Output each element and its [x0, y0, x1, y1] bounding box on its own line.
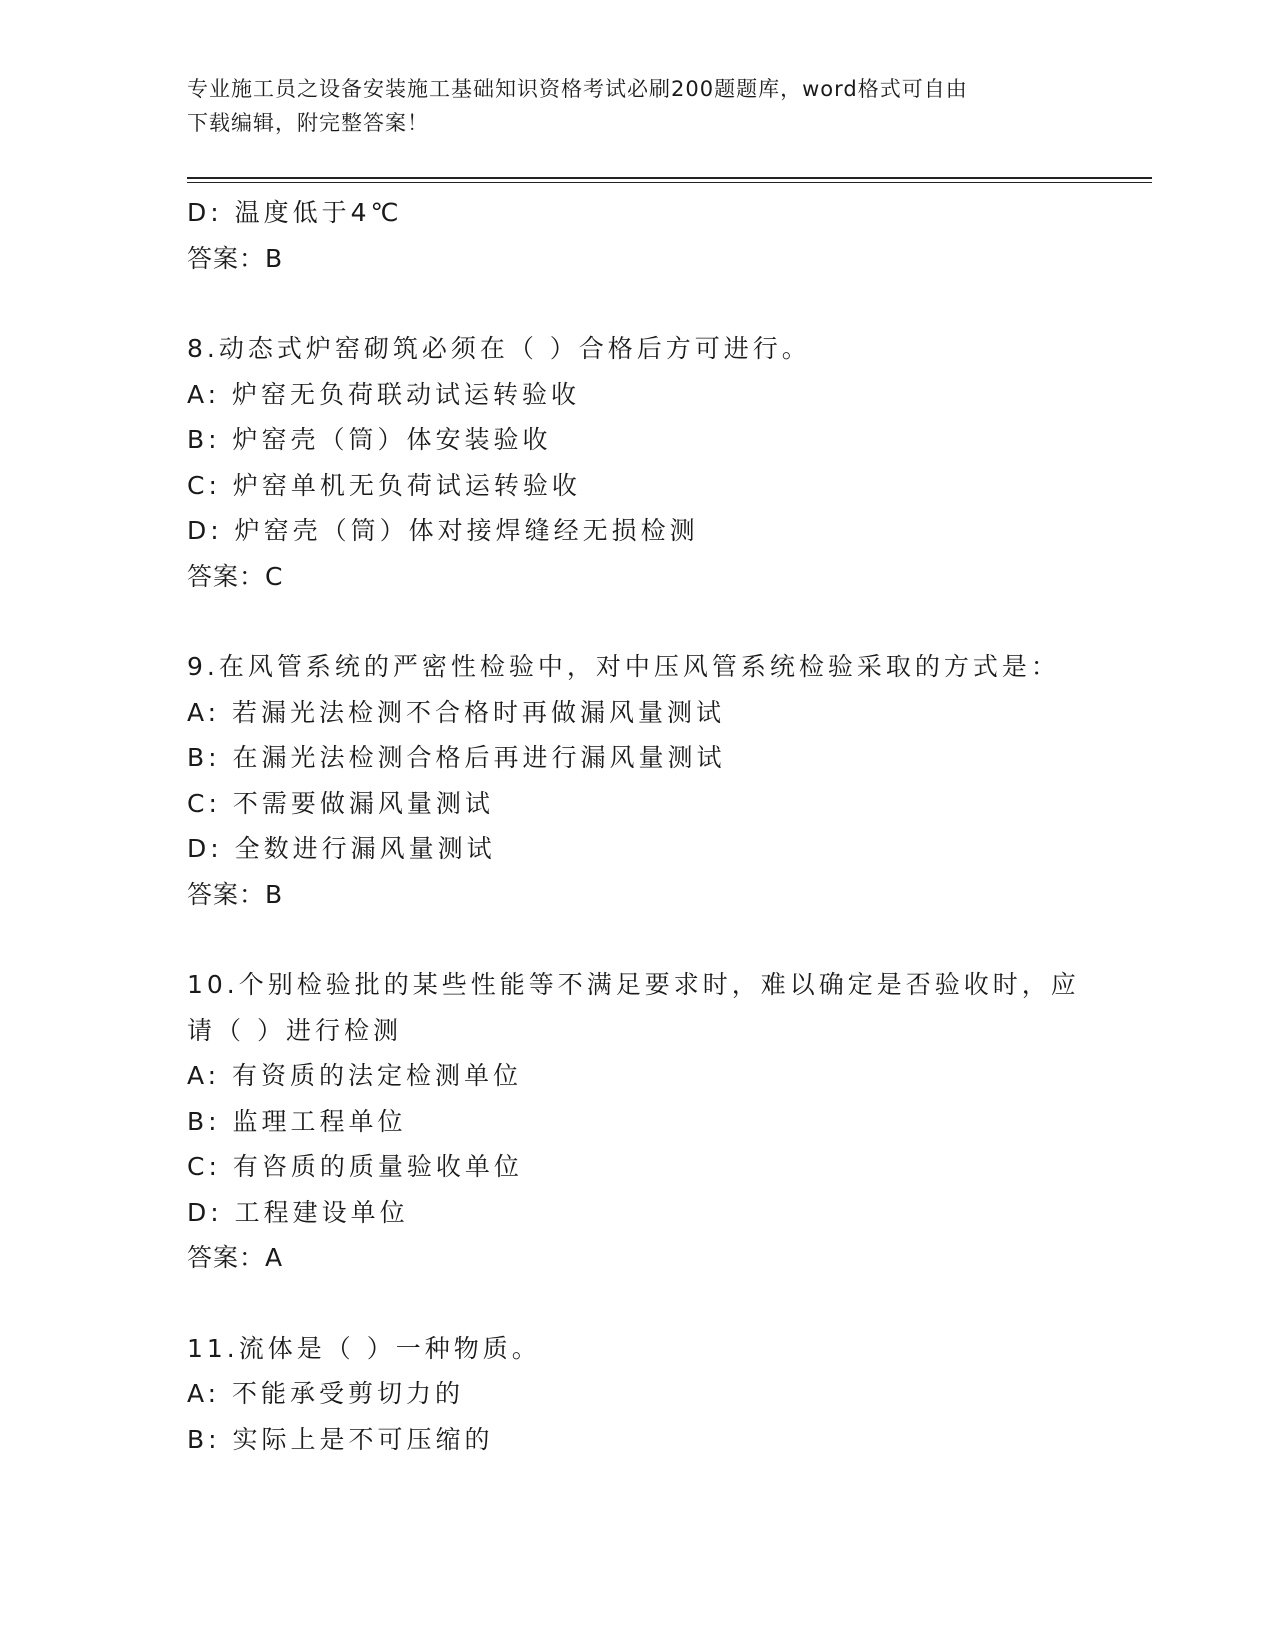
question-stem: 9.在风管系统的严密性检验中，对中压风管系统检验采取的方式是：: [187, 652, 1060, 681]
option-d: D: 炉窑壳（筒）体对接焊缝经无损检测: [187, 516, 699, 545]
header-divider-thin: [187, 182, 1152, 183]
option-b: B: 实际上是不可压缩的: [187, 1424, 494, 1454]
answer: 答案：B: [187, 879, 284, 909]
option-d: D: 全数进行漏风量测试: [187, 834, 496, 863]
option-b: B: 监理工程单位: [187, 1106, 407, 1136]
question-stem-line-1: 10.个别检验批的某些性能等不满足要求时，难以确定是否验收时，应: [187, 970, 1080, 999]
option-a: A: 炉窑无负荷联动试运转验收: [187, 379, 581, 409]
option-a: A: 有资质的法定检测单位: [187, 1061, 523, 1090]
option-b: B: 炉窑壳（筒）体安装验收: [187, 425, 552, 454]
question-stem: 8.动态式炉窑砌筑必须在（ ）合格后方可进行。: [187, 334, 811, 363]
option-a: A: 不能承受剪切力的: [187, 1379, 465, 1408]
option-b: B: 在漏光法检测合格后再进行漏风量测试: [187, 743, 726, 772]
header-line-2: 下载编辑，附完整答案！: [187, 111, 429, 135]
option-a: A: 若漏光法检测不合格时再做漏风量测试: [187, 697, 726, 727]
option-c: C: 炉窑单机无负荷试运转验收: [187, 470, 581, 500]
option-d: D: 温度低于4℃: [187, 198, 403, 227]
option-d: D: 工程建设单位: [187, 1197, 409, 1227]
option-c: C: 有咨质的质量验收单位: [187, 1152, 523, 1181]
header-divider-thick: [187, 177, 1152, 179]
option-c: C: 不需要做漏风量测试: [187, 788, 494, 818]
header-line-1: 专业施工员之设备安装施工基础知识资格考试必刷200题题库，word格式可自由: [187, 77, 968, 101]
answer: 答案：C: [187, 561, 284, 591]
question-list: [187, 190, 1087, 1462]
answer: 答案：B: [187, 243, 284, 273]
question-stem-line-2: 请（ ）进行检测: [187, 1015, 402, 1045]
answer: 答案：A: [187, 1243, 284, 1272]
question-stem: 11.流体是（ ）一种物质。: [187, 1333, 541, 1363]
document-header: [187, 72, 1067, 140]
